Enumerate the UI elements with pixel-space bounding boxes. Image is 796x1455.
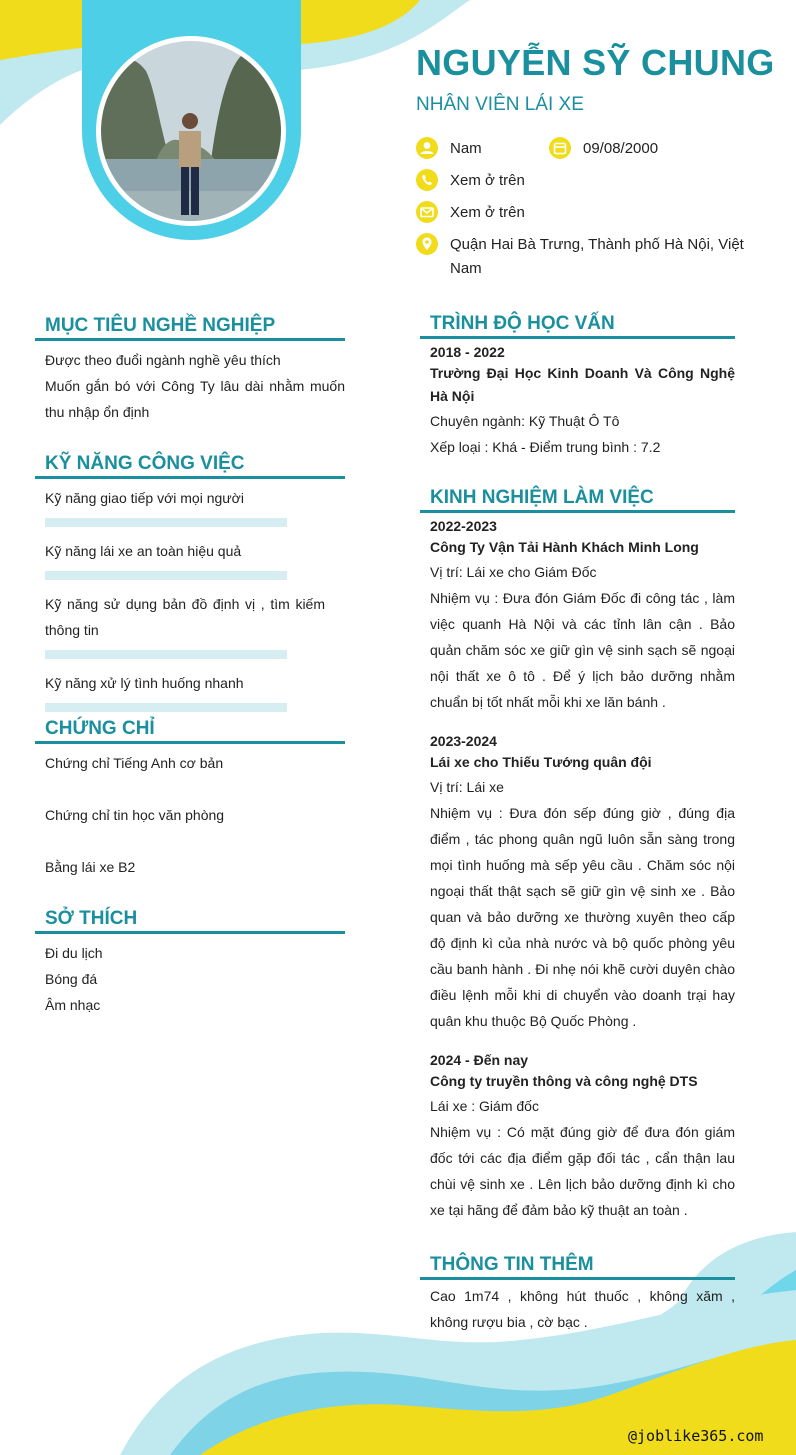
skill-bar: [45, 518, 287, 527]
experience-position: Vị trí: Lái xe cho Giám Đốc: [430, 564, 597, 580]
education-grade: Xếp loại : Khá - Điểm trung bình : 7.2: [430, 439, 661, 455]
address-value: Quận Hai Bà Trưng, Thành phố Hà Nội, Việt Nam: [450, 236, 744, 277]
career-goal-line: Muốn gắn bó với Công Ty lâu dài nhằm muốn thu nhập ổn định: [45, 378, 345, 420]
birthdate-value: 09/08/2000: [583, 140, 659, 157]
hobby-item: Đi du lịch: [45, 945, 103, 961]
experience-duty: Nhiệm vụ : Có mặt đúng giờ để đưa đón giám đốc tới các địa điểm gặp đối tác , cẩn thận lau chùi vệ sinh xe . Lên lịch bảo dưỡng định kì cho xe tại hãng để đảm bảo kỹ thuật an toàn .: [430, 1124, 735, 1218]
experience-years: 2022-2023: [430, 518, 497, 534]
hobby-item: Âm nhạc: [45, 997, 101, 1013]
experience-heading: KINH NGHIỆM LÀM VIỆC: [420, 483, 735, 513]
info-address: [416, 233, 766, 281]
education-school: Trường Đại Học Kinh Doanh Và Công Nghệ Hà Nội: [430, 365, 735, 404]
skill-bar: [45, 703, 287, 712]
hobby-item: Bóng đá: [45, 971, 98, 987]
skill-bar: [45, 571, 287, 580]
experience-duty: Nhiệm vụ : Đưa đón Giám Đốc đi công tác , làm việc quanh Hà Nội và các tỉnh lân cận . Bảo quản chăm sóc xe giữ gìn vệ sinh sạch sẽ ngoại nội thất xe ô tô . Để ý lịch bảo dưỡng nhằm chuẩn bị tốt nhất mỗi khi xe lăn bánh .: [430, 590, 735, 710]
skills-section: [35, 449, 345, 723]
phone-value: Xem ở trên: [450, 172, 525, 189]
hobbies-section: [35, 904, 345, 1018]
skill-item: Kỹ năng xử lý tình huống nhanh: [45, 675, 244, 691]
mail-icon: [416, 201, 438, 223]
certificates-heading: CHỨNG CHỈ: [35, 714, 345, 744]
skills-heading: KỸ NĂNG CÔNG VIỆC: [35, 449, 345, 479]
certificate-item: Chứng chỉ Tiếng Anh cơ bản: [45, 755, 224, 771]
user-icon: [416, 137, 438, 159]
info-birthdate: [549, 137, 749, 161]
education-years: 2018 - 2022: [430, 344, 505, 360]
experience-company: Công Ty Vận Tải Hành Khách Minh Long: [430, 539, 699, 555]
experience-duty: Nhiệm vụ : Đưa đón sếp đúng giờ , đúng địa điểm , tác phong quân ngũ luôn sẵn sàng trong mọi tình huống mà sếp yêu cầu . Chăm sóc nội ngoại thất thật sạch sẽ giữ gìn vệ sinh xe . Bảo quan và bảo dưỡng xe thường xuyên theo cấp độ định kì của nhà nước và bộ quốc phòng yêu cầu banh hành . Đi nhẹ nói khẽ cười duyên chào điều lệnh mỗi khi di chuyển vào doanh trại hay quân khu thuộc Bộ Quốc Phòng .: [430, 805, 735, 1029]
experience-section: [420, 483, 735, 1239]
job-title: NHÂN VIÊN LÁI XE: [416, 94, 584, 115]
experience-item: [420, 516, 735, 715]
certificates-section: [35, 714, 345, 880]
phone-icon: [416, 169, 438, 191]
calendar-icon: [549, 137, 571, 159]
skill-item: Kỹ năng sử dụng bản đồ định vị , tìm kiếm thông tin: [45, 596, 325, 638]
education-section: [420, 309, 735, 460]
candidate-name: NGUYỄN SỸ CHUNG: [416, 42, 775, 83]
experience-company: Công ty truyền thông và công nghệ DTS: [430, 1073, 698, 1089]
email-value: Xem ở trên: [450, 204, 525, 221]
career-goal-line: Được theo đuổi ngành nghề yêu thích: [45, 352, 281, 368]
info-gender: [416, 137, 546, 161]
extra-info-section: [420, 1250, 735, 1335]
info-phone: [416, 169, 716, 193]
experience-years: 2023-2024: [430, 733, 497, 749]
skill-item: Kỹ năng giao tiếp với mọi người: [45, 490, 244, 506]
experience-item: [420, 1050, 735, 1223]
info-email: [416, 201, 716, 225]
education-major: Chuyên ngành: Kỹ Thuật Ô Tô: [430, 413, 620, 429]
watermark: @joblike365.com: [628, 1427, 764, 1445]
profile-photo: [101, 41, 281, 221]
career-goal-heading: MỤC TIÊU NGHỀ NGHIỆP: [35, 311, 345, 341]
gender-value: Nam: [450, 140, 482, 157]
experience-position: Vị trí: Lái xe: [430, 779, 504, 795]
experience-item: [420, 731, 735, 1034]
skill-bar: [45, 650, 287, 659]
career-goal-section: [35, 311, 345, 425]
location-pin-icon: [416, 233, 438, 255]
experience-position: Lái xe : Giám đốc: [430, 1098, 539, 1114]
experience-years: 2024 - Đến nay: [430, 1052, 529, 1068]
hobbies-heading: SỞ THÍCH: [35, 904, 345, 934]
experience-company: Lái xe cho Thiếu Tướng quân đội: [430, 754, 652, 770]
education-heading: TRÌNH ĐỘ HỌC VẤN: [420, 309, 735, 339]
certificate-item: Bằng lái xe B2: [45, 859, 136, 875]
certificate-item: Chứng chỉ tin học văn phòng: [45, 807, 225, 823]
extra-info-heading: THÔNG TIN THÊM: [420, 1250, 735, 1280]
extra-info-text: Cao 1m74 , không hút thuốc , không xăm , không rượu bia , cờ bạc .: [430, 1288, 735, 1330]
skill-item: Kỹ năng lái xe an toàn hiệu quả: [45, 543, 242, 559]
